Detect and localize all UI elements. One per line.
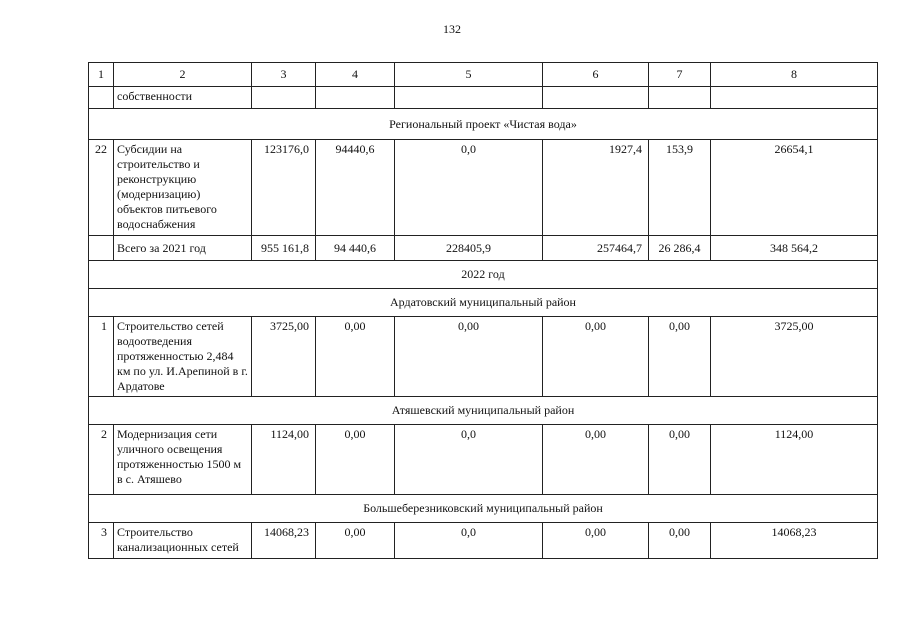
table-row: [89, 317, 878, 397]
section-title: Региональный проект «Чистая вода»: [89, 109, 878, 140]
total-row: [89, 236, 878, 261]
district-title: Ардатовский муниципальный район: [89, 289, 878, 317]
cell-number: 2: [89, 425, 114, 495]
header-cell: 4: [316, 63, 395, 87]
cell-value: 14068,23: [252, 523, 316, 559]
header-cell: 7: [649, 63, 711, 87]
header-cell: 1: [89, 63, 114, 87]
district-title: Атяшевский муниципальный район: [89, 397, 878, 425]
cell-value: 1927,4: [543, 140, 649, 236]
page-number: 132: [443, 22, 461, 36]
total-label: Всего за 2021 год: [114, 236, 252, 261]
cell-value: 0,00: [543, 523, 649, 559]
cell-value: 257464,7: [543, 236, 649, 261]
section-row: [89, 495, 878, 523]
cell-value: 94 440,6: [316, 236, 395, 261]
cell-number: 22: [89, 140, 114, 236]
cell-number: 3: [89, 523, 114, 559]
table-row: [89, 140, 878, 236]
header-cell: 5: [395, 63, 543, 87]
header-cell: 6: [543, 63, 649, 87]
section-row: [89, 261, 878, 289]
cell-value: 955 161,8: [252, 236, 316, 261]
year-title: 2022 год: [89, 261, 878, 289]
cell-value: 0,00: [395, 317, 543, 397]
cell-value: 123176,0: [252, 140, 316, 236]
table-row: [89, 87, 878, 109]
table-row: [89, 425, 878, 495]
budget-table: [88, 62, 878, 559]
cell-name: Субсидии на строительство и реконструкцию (модернизацию) объектов питьевого водоснабжения: [114, 140, 252, 236]
section-row: [89, 109, 878, 140]
cell-value: 0,00: [649, 523, 711, 559]
cell-value: 0,00: [543, 425, 649, 495]
cell-value: 0,00: [649, 317, 711, 397]
cell-value: 228405,9: [395, 236, 543, 261]
cell-value: 26654,1: [711, 140, 878, 236]
cell-value: 0,0: [395, 523, 543, 559]
table-row: [89, 523, 878, 559]
cell-value: 0,00: [316, 523, 395, 559]
cell-value: 0,00: [316, 425, 395, 495]
cell-value: 0,0: [395, 425, 543, 495]
cell-value: 348 564,2: [711, 236, 878, 261]
cell-value: 94440,6: [316, 140, 395, 236]
cell-value: 0,00: [543, 317, 649, 397]
district-title: Большеберезниковский муниципальный район: [89, 495, 878, 523]
cell-value: 0,00: [316, 317, 395, 397]
cell-value: 3725,00: [711, 317, 878, 397]
cell-value: 1124,00: [711, 425, 878, 495]
cell-value: 0,0: [395, 140, 543, 236]
cell-value: 26 286,4: [649, 236, 711, 261]
cell-value: 14068,23: [711, 523, 878, 559]
cell-name: Модернизация сети уличного освещения протяженностью 1500 м в с. Атяшево: [114, 425, 252, 495]
header-cell: 8: [711, 63, 878, 87]
cell-value: 153,9: [649, 140, 711, 236]
cell-name: Строительство сетей водоотведения протяженностью 2,484 км по ул. И.Арепиной в г. Ардатове: [114, 317, 252, 397]
section-row: [89, 397, 878, 425]
header-cell: 3: [252, 63, 316, 87]
cell-name: собственности: [114, 87, 252, 109]
header-row: [89, 63, 878, 87]
cell-value: 3725,00: [252, 317, 316, 397]
section-row: [89, 289, 878, 317]
cell-value: 0,00: [649, 425, 711, 495]
header-cell: 2: [114, 63, 252, 87]
cell-name: Строительство канализационных сетей: [114, 523, 252, 559]
cell-value: 1124,00: [252, 425, 316, 495]
cell-number: 1: [89, 317, 114, 397]
